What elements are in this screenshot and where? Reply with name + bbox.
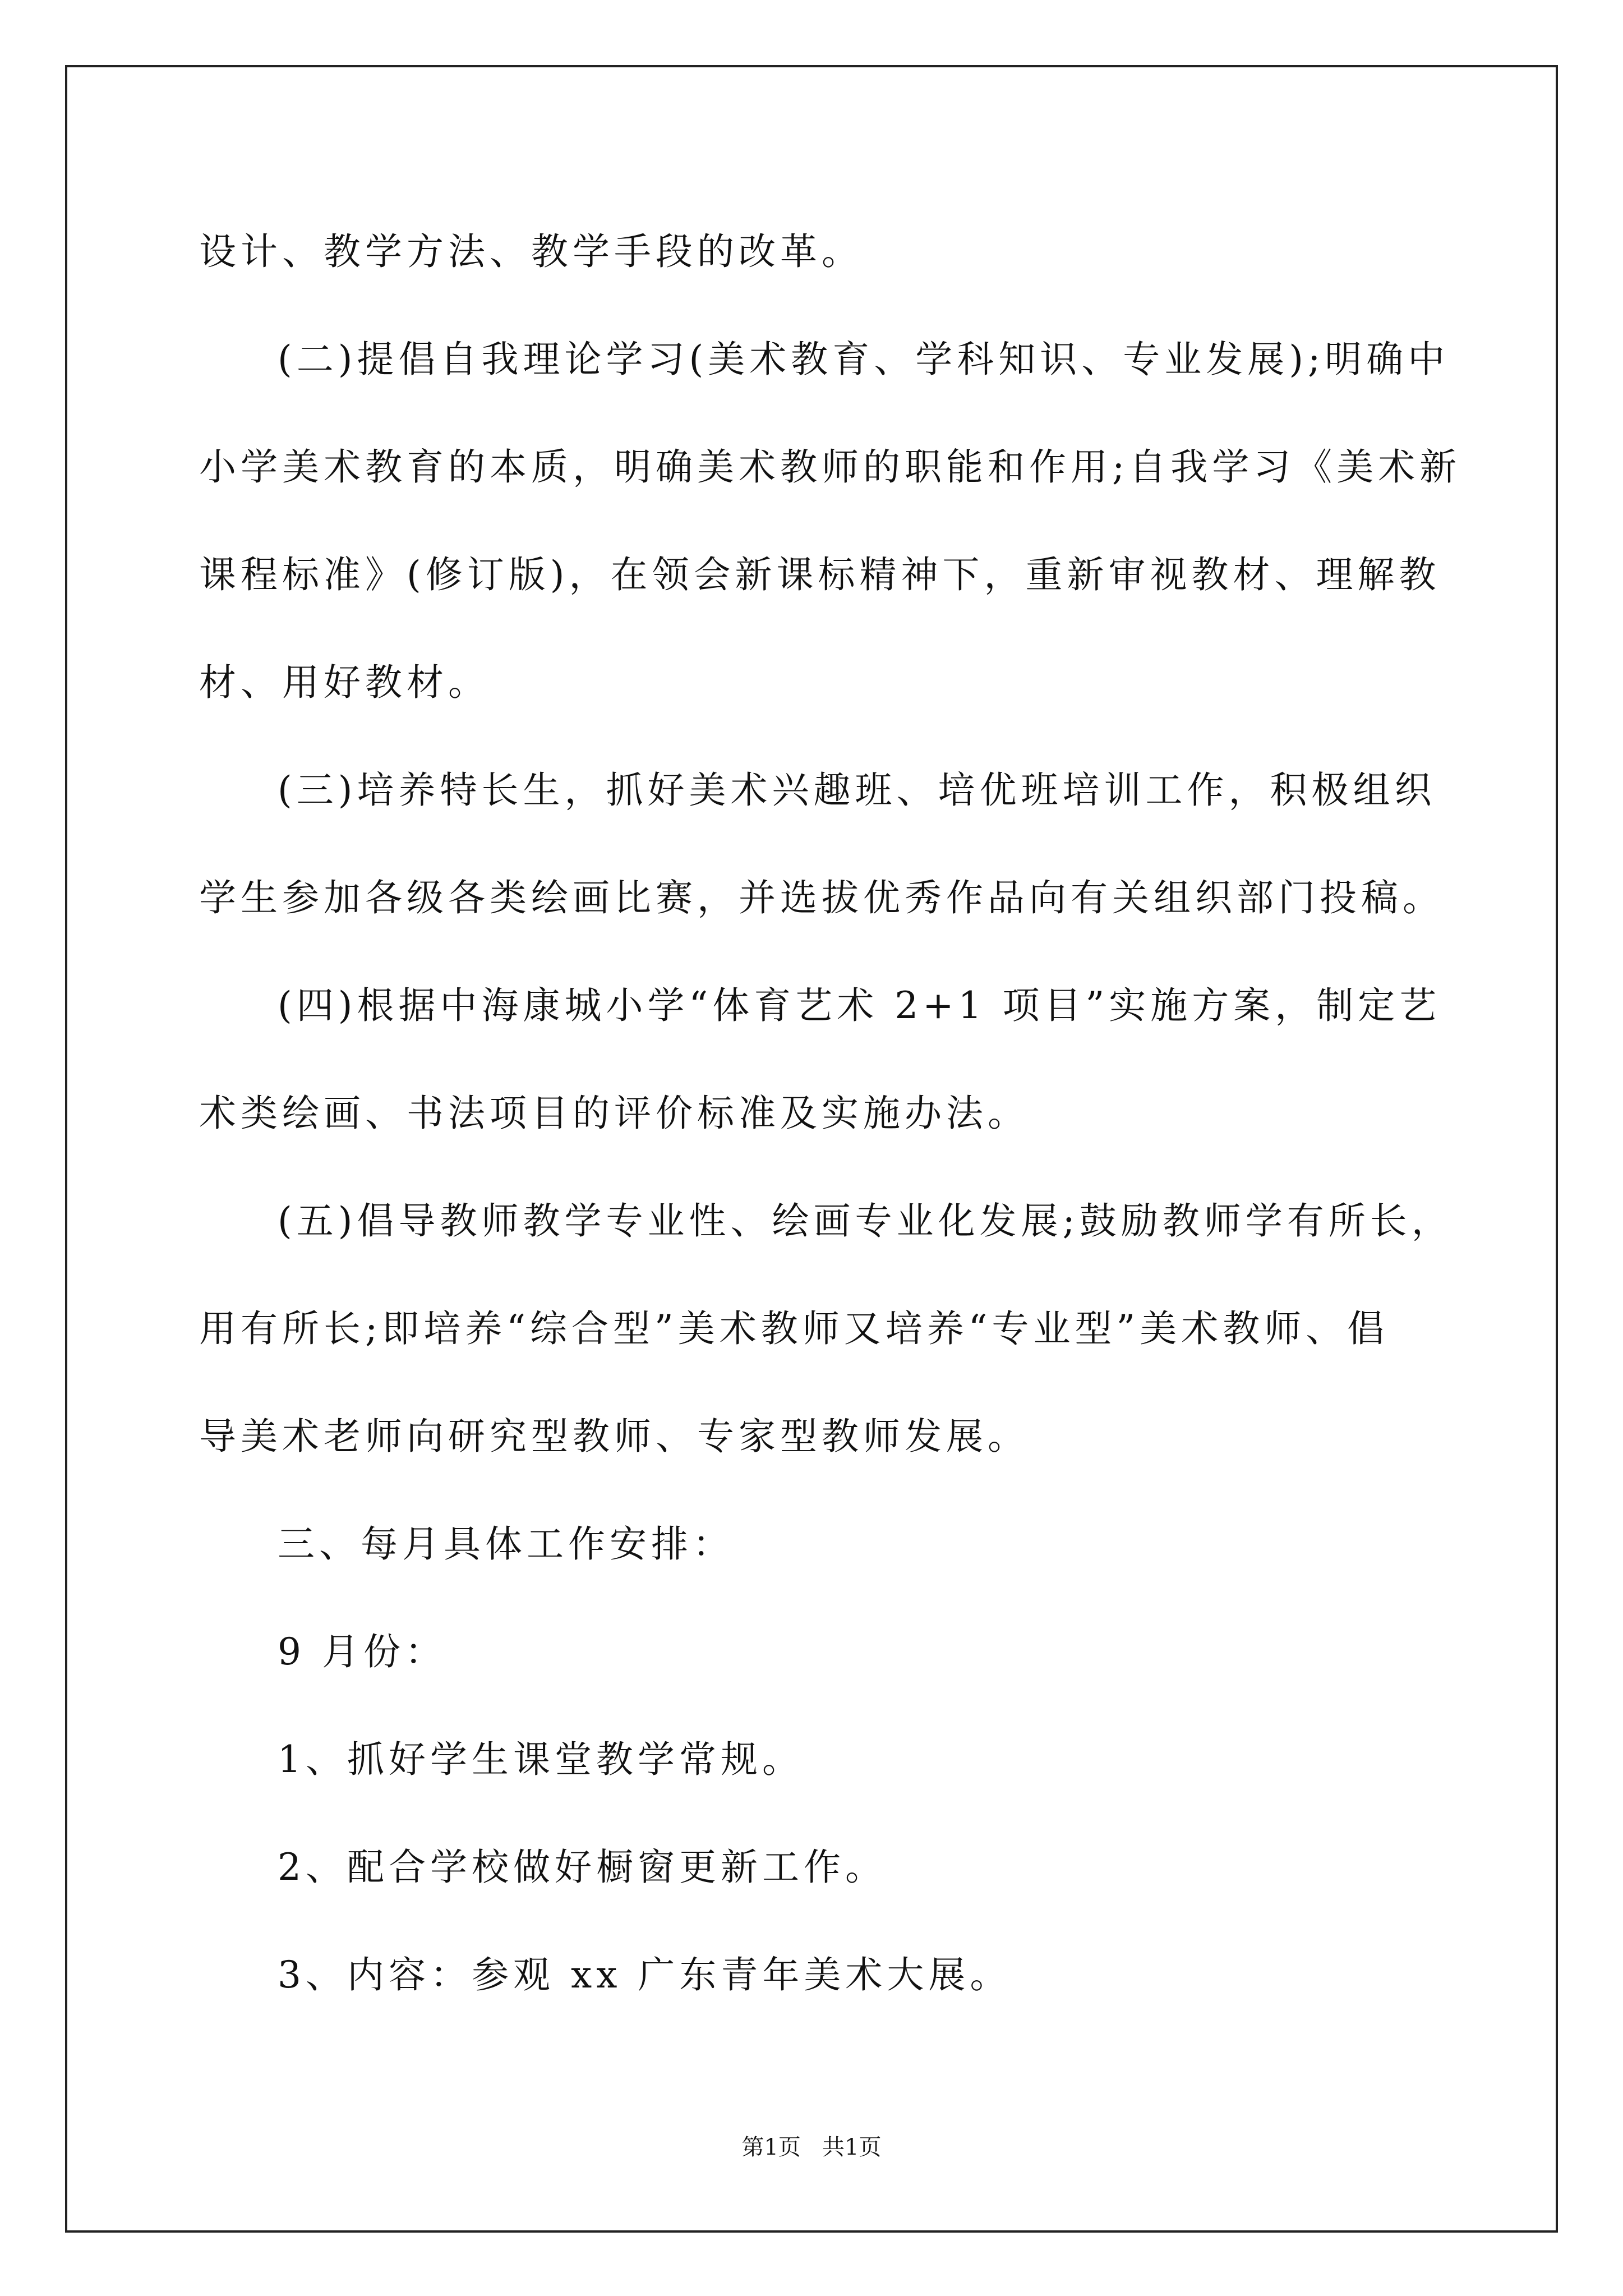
- body-line-7: 学生参加各级各类绘画比赛，并选拔优秀作品向有关组织部门投稿。: [199, 876, 1444, 919]
- body-line-2: (二)提倡自我理论学习(美术教育、学科知识、专业发展);明确中: [278, 338, 1450, 381]
- section-heading: 三、每月具体工作安排：: [278, 1522, 734, 1566]
- body-line-12: 导美术老师向研究型教师、专家型教师发展。: [199, 1415, 1029, 1458]
- page-number-footer: 第1页 共1页: [741, 2134, 882, 2160]
- task-item-1: 1、抓好学生课堂教学常规。: [278, 1738, 804, 1781]
- task-item-2: 2、配合学校做好橱窗更新工作。: [278, 1846, 887, 1889]
- page-border: [65, 65, 1558, 2233]
- body-line-8: (四)根据中海康城小学“体育艺术 2+1 项目”实施方案，制定艺: [278, 984, 1441, 1027]
- body-line-1: 设计、教学方法、教学手段的改革。: [199, 230, 863, 273]
- body-line-6: (三)培养特长生，抓好美术兴趣班、培优班培训工作，积极组织: [278, 769, 1436, 812]
- body-line-4: 课程标准》(修订版)，在领会新课标精神下，重新审视教材、理解教: [199, 553, 1441, 596]
- body-line-11: 用有所长;即培养“综合型”美术教师又培养“专业型”美术教师、倡: [199, 1307, 1389, 1350]
- body-line-5: 材、用好教材。: [199, 661, 490, 704]
- body-line-9: 术类绘画、书法项目的评价标准及实施办法。: [199, 1092, 1029, 1135]
- month-label: 9 月份：: [278, 1630, 446, 1673]
- body-line-3: 小学美术教育的本质，明确美术教师的职能和作用;自我学习《美术新: [199, 445, 1461, 489]
- body-line-10: (五)倡导教师教学专业性、绘画专业化发展;鼓励教师学有所长，: [278, 1199, 1453, 1243]
- task-item-3: 3、内容：参观 xx 广东青年美术大展。: [278, 1953, 1012, 1996]
